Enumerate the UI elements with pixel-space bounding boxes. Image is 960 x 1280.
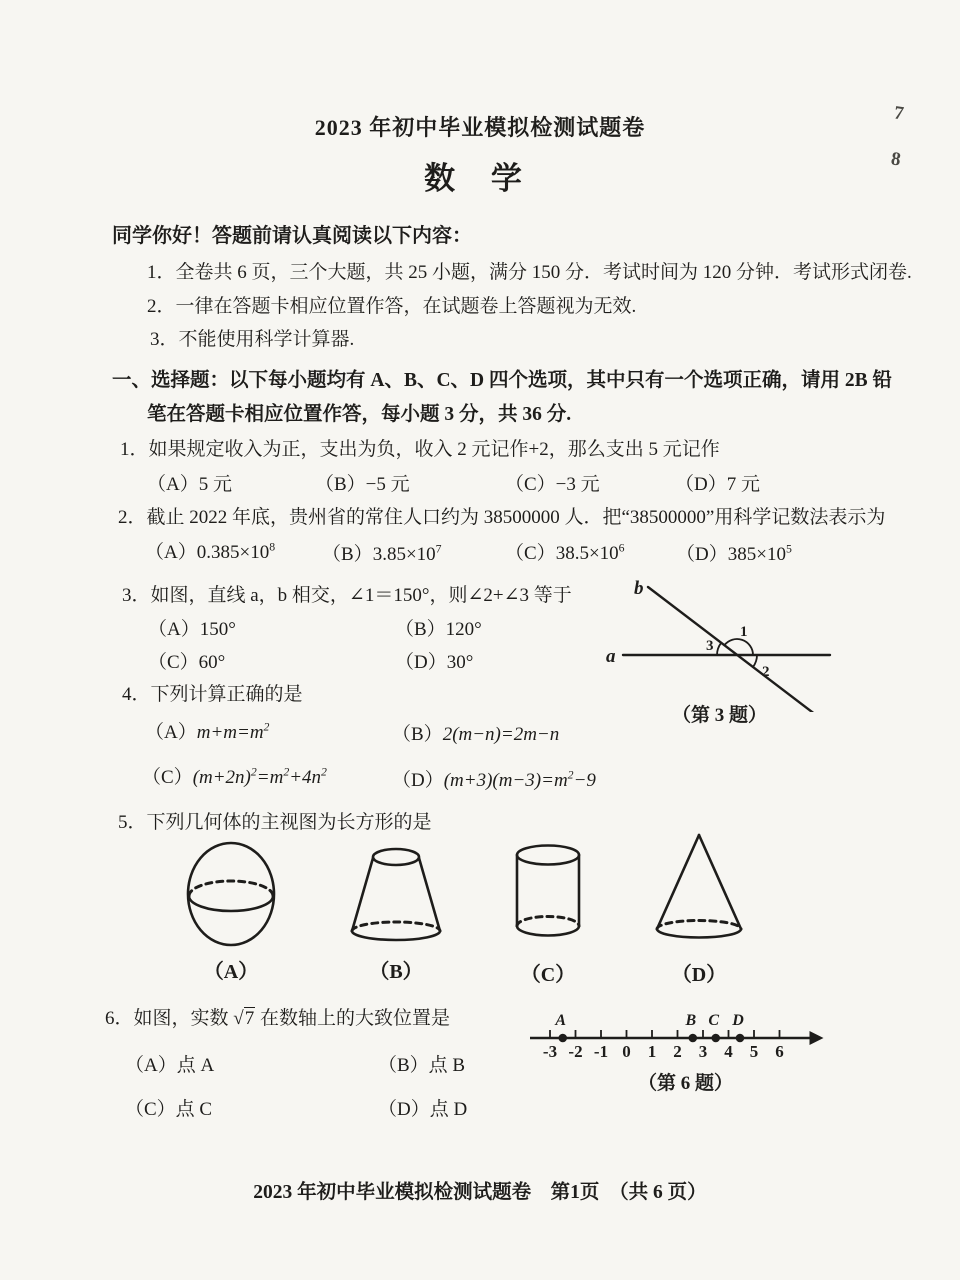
q1-option-a: （A）5 元 — [147, 474, 232, 495]
q4-option-b — [392, 719, 559, 746]
notice-2: 2．一律在答题卡相应位置作答，在试题卷上答题视为无效. — [147, 296, 637, 317]
tick-label: 3 — [698, 1042, 708, 1061]
q4-option-a — [145, 717, 269, 744]
tick-label: -3 — [542, 1042, 558, 1061]
frustum-figure — [346, 844, 446, 942]
option-label: （A） — [145, 722, 197, 743]
q1-option-b: （B）−5 元 — [315, 474, 410, 495]
point-dot — [736, 1034, 745, 1043]
line-b-label: b — [634, 578, 644, 599]
q6-option-a: （A）点 A — [125, 1055, 215, 1076]
tick-label: 1 — [647, 1042, 657, 1061]
q3-option-c: （C）60° — [148, 652, 226, 673]
point-label: A — [555, 1012, 567, 1029]
tick-label: 0 — [622, 1042, 631, 1061]
tick-label: 4 — [724, 1042, 733, 1061]
point-dot — [558, 1034, 567, 1043]
point-label: C — [708, 1012, 720, 1029]
q2-stem: 2．截止 2022 年底，贵州省的常住人口约为 38500000 人．把“38500000”用科学记数法表示为 — [118, 507, 886, 528]
point-dot — [711, 1034, 720, 1043]
cylinder-base-dashed — [517, 917, 579, 926]
sphere-equator-solid — [189, 896, 273, 911]
q3-stem: 3．如图，直线 a，b 相交，∠1＝150°，则∠2+∠3 等于 — [122, 585, 572, 606]
angle2-label: 2 — [762, 664, 770, 680]
option-exponent: 5 — [785, 542, 792, 556]
option-formula: 2(m−n)=2m−n — [442, 724, 560, 745]
sphere-figure — [184, 840, 278, 948]
q6-numberline-figure — [528, 1004, 848, 1066]
q6-stem: 6．如图，实数 √7 在数轴上的大致位置是 — [105, 1008, 450, 1029]
q1-option-c: （C）−3 元 — [505, 474, 600, 495]
shape-label-b: （B） — [369, 961, 423, 983]
line-b-segment — [648, 587, 816, 712]
tick-label: -2 — [568, 1042, 583, 1061]
q2-option-d — [676, 539, 792, 566]
footer-text: 2023 年初中毕业模拟检测试题卷 第1页 （共 6 页） — [253, 1182, 707, 1203]
cone-base-solid — [657, 929, 741, 938]
option-label: （B） — [392, 724, 443, 745]
option-exponent: 6 — [618, 541, 625, 555]
sqrt-expression: √7 — [233, 1008, 255, 1029]
option-label: （B） — [322, 544, 373, 565]
q1-option-d: （D）7 元 — [675, 474, 760, 495]
q4-stem: 4．下列计算正确的是 — [122, 684, 303, 705]
cylinder-base-solid — [517, 926, 579, 935]
angle1-label: 1 — [740, 624, 748, 640]
q3-option-a: （A）150° — [148, 619, 236, 640]
point-label: D — [732, 1012, 744, 1029]
q2-option-a — [145, 537, 275, 564]
q3-option-b: （B）120° — [395, 619, 482, 640]
frustum-base-dashed — [352, 922, 440, 931]
notice-3: 3．不能使用科学计算器. — [150, 329, 355, 350]
tick-label: 5 — [749, 1042, 759, 1061]
q6-option-c: （C）点 C — [125, 1099, 213, 1120]
stray-mark-7: 7 — [892, 102, 905, 125]
shape-label-d: （D） — [671, 964, 727, 986]
option-value: 38.5×10 — [555, 543, 619, 564]
tick-label: -1 — [593, 1042, 609, 1061]
angle3-arc — [717, 643, 721, 655]
option-label: （C） — [142, 767, 193, 788]
q1-stem: 1．如果规定收入为正，支出为负，收入 2 元记作+2，那么支出 5 元记作 — [120, 439, 720, 460]
q2-option-b — [322, 539, 442, 566]
line-a-label: a — [606, 646, 616, 667]
frustum-base-solid — [352, 931, 440, 940]
angle3-label: 3 — [706, 638, 714, 654]
option-value: 385×10 — [727, 544, 786, 565]
q3-option-d: （D）30° — [395, 652, 474, 673]
q3-figure-caption: （第 3 题） — [672, 705, 768, 726]
shape-label-c: （C） — [520, 964, 576, 986]
section-heading-line2: 笔在答题卡相应位置作答，每小题 3 分，共 36 分. — [147, 404, 572, 425]
numberline-svg — [528, 1004, 848, 1066]
q3-figure — [598, 572, 848, 712]
q5-stem: 5．下列几何体的主视图为长方形的是 — [118, 812, 432, 833]
stray-mark-8: 8 — [889, 148, 902, 171]
option-value: 3.85×10 — [372, 544, 436, 565]
exam-title: 2023 年初中毕业模拟检测试题卷 — [314, 115, 646, 140]
option-label: （D） — [392, 770, 444, 791]
option-value: 0.385×10 — [196, 542, 270, 563]
subject-title: 数 学 — [424, 161, 536, 196]
point-dot — [689, 1034, 698, 1043]
option-label: （D） — [676, 544, 728, 565]
shape-label-a: （A） — [203, 961, 259, 983]
option-formula: $m+m=m^2$ — [196, 720, 270, 743]
q6-figure-caption: （第 6 题） — [638, 1073, 734, 1094]
option-label: （A） — [145, 542, 197, 563]
q4-option-c — [142, 762, 327, 789]
axis-arrow — [810, 1031, 824, 1045]
q4-option-d — [392, 765, 596, 792]
angle2-arc — [753, 655, 757, 667]
q2-option-c — [505, 538, 625, 565]
tick-label: 2 — [673, 1042, 682, 1061]
sphere-equator-dashed — [189, 881, 273, 896]
point-label: B — [685, 1012, 697, 1029]
option-exponent: 7 — [435, 542, 442, 556]
tick-label: 6 — [775, 1042, 784, 1061]
option-label: （C） — [505, 543, 556, 564]
cone-figure — [646, 830, 752, 940]
section-heading-line1: 一、选择题：以下每小题均有 A、B、C、D 四个选项，其中只有一个选项正确，请用 2B 铅 — [112, 370, 893, 391]
greeting-text: 同学你好！答题前请认真阅读以下内容： — [112, 225, 472, 247]
option-formula: $(m+3)(m-3)=m^2-9$ — [443, 768, 596, 791]
q6-option-b: （B）点 B — [378, 1055, 466, 1076]
notice-1: 1．全卷共 6 页，三个大题，共 25 小题，满分 150 分．考试时间为 120 分钟．考试形式闭卷. — [147, 262, 912, 283]
option-exponent: 8 — [269, 540, 276, 554]
q6-option-d: （D）点 D — [378, 1099, 468, 1120]
option-formula: $(m+2n)^2=m^2+4n^2$ — [192, 765, 327, 788]
cylinder-figure — [506, 842, 590, 938]
cone-base-dashed — [657, 921, 741, 930]
